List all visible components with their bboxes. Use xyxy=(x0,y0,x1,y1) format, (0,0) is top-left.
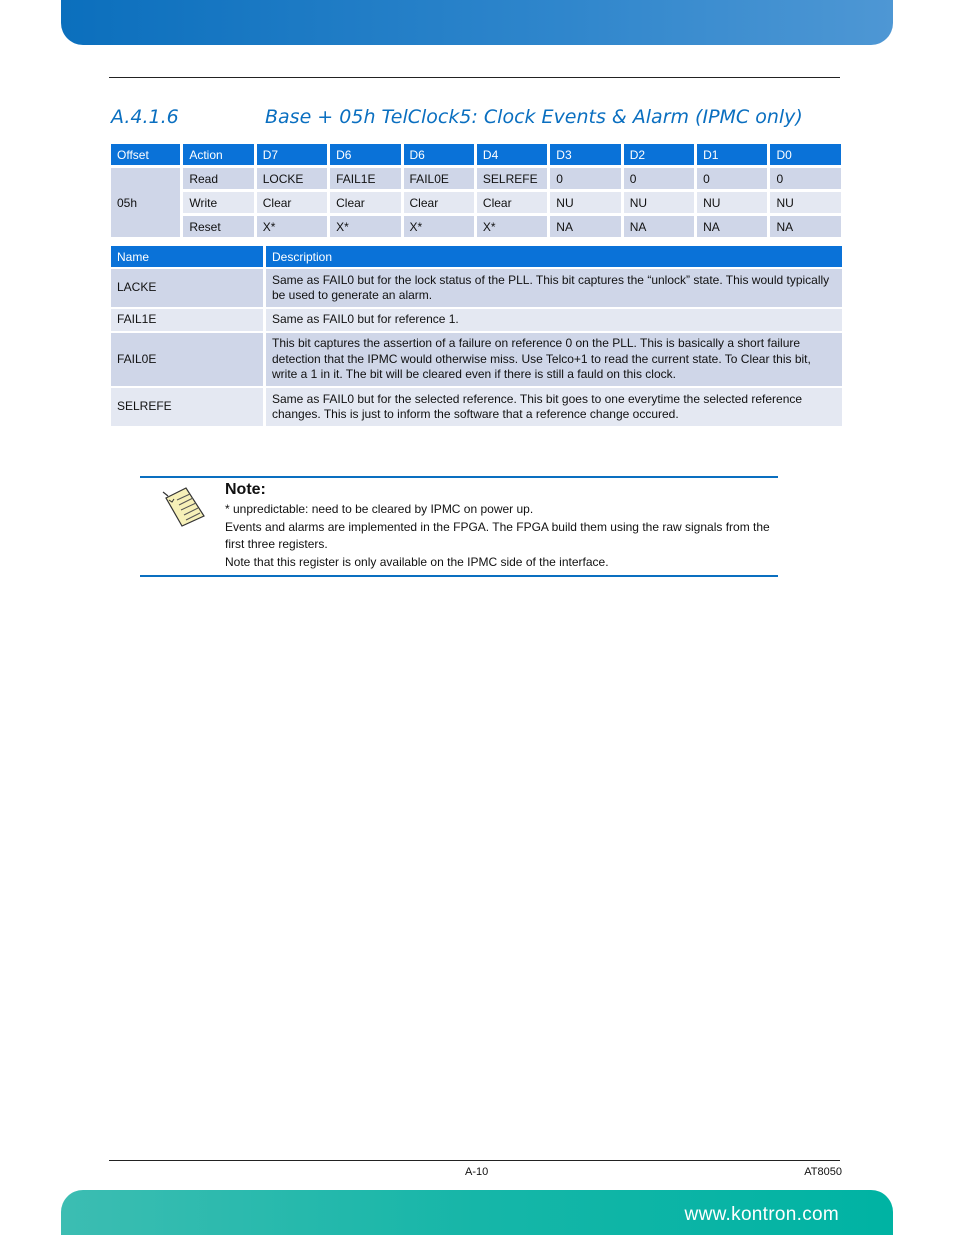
action-cell: Reset xyxy=(183,216,253,237)
bit-cell: NA xyxy=(624,216,694,237)
description-cell: This bit captures the assertion of a failure on reference 0 on the PLL. This is basically a short failure detection that the IPMC would otherwise miss. Use Telco+1 to read the current state. To Clear this bit, write a 1 in it. The bit will be cleared even if there is still a fauld on this clock. xyxy=(266,333,842,386)
name-cell: SELREFE xyxy=(111,388,263,426)
column-header: D6 xyxy=(330,144,400,165)
bit-cell: NU xyxy=(550,192,620,213)
page-number: A-10 xyxy=(465,1166,489,1178)
column-header: D4 xyxy=(477,144,547,165)
column-header: D6 xyxy=(404,144,474,165)
action-cell: Write xyxy=(183,192,253,213)
bit-cell: X* xyxy=(330,216,400,237)
column-header: D3 xyxy=(550,144,620,165)
bit-cell: 0 xyxy=(770,168,841,189)
bit-cell: X* xyxy=(404,216,474,237)
note-paper-icon xyxy=(160,484,208,532)
column-header: Offset xyxy=(111,144,180,165)
bit-cell: Clear xyxy=(477,192,547,213)
column-header: D2 xyxy=(624,144,694,165)
bit-cell: NU xyxy=(770,192,841,213)
bit-cell: NU xyxy=(697,192,767,213)
table-row xyxy=(111,216,841,237)
description-table xyxy=(108,244,845,428)
note-line: Note that this register is only available on the IPMC side of the interface. xyxy=(225,554,609,569)
column-header: D1 xyxy=(697,144,767,165)
note-box xyxy=(140,476,778,577)
name-cell: FAIL0E xyxy=(111,333,263,386)
register-table-header xyxy=(111,144,841,165)
column-header: Action xyxy=(183,144,253,165)
bit-cell: NA xyxy=(550,216,620,237)
bit-cell: SELREFE xyxy=(477,168,547,189)
offset-cell: 05h xyxy=(111,168,180,237)
document-id: AT8050 xyxy=(804,1166,842,1178)
note-line: * unpredictable: need to be cleared by IPMC on power up. xyxy=(225,502,534,516)
description-table-header xyxy=(111,246,842,267)
action-cell: Read xyxy=(183,168,253,189)
note-line: Events and alarms are implemented in the FPGA. The FPGA build them using the raw signals from the first three registers. xyxy=(225,519,770,551)
table-row xyxy=(111,192,841,213)
table-row xyxy=(111,309,842,331)
bit-cell: Clear xyxy=(404,192,474,213)
column-header: D7 xyxy=(257,144,327,165)
column-header: Name xyxy=(111,246,263,267)
table-row xyxy=(111,388,842,426)
bottom-banner xyxy=(61,1190,893,1235)
bit-cell: Clear xyxy=(330,192,400,213)
header-rule xyxy=(109,77,840,78)
description-cell: Same as FAIL0 but for the lock status of the PLL. This bit captures the “unlock” state. This would typically be used to generate an alarm. xyxy=(266,269,842,307)
bit-cell: 0 xyxy=(550,168,620,189)
bit-cell: Clear xyxy=(257,192,327,213)
section-number: A.4.1.6 xyxy=(111,106,179,128)
bit-cell: FAIL1E xyxy=(330,168,400,189)
bit-cell: NU xyxy=(624,192,694,213)
note-body xyxy=(225,501,780,571)
bit-cell: NA xyxy=(697,216,767,237)
name-cell: LACKE xyxy=(111,269,263,307)
column-header: D0 xyxy=(770,144,841,165)
bit-cell: 0 xyxy=(697,168,767,189)
table-row xyxy=(111,168,841,189)
register-table xyxy=(108,141,844,240)
name-cell: FAIL1E xyxy=(111,309,263,331)
table-row xyxy=(111,269,842,307)
bit-cell: FAIL0E xyxy=(404,168,474,189)
footer-rule xyxy=(109,1160,840,1161)
description-cell: Same as FAIL0 but for reference 1. xyxy=(266,309,842,331)
bit-cell: NA xyxy=(770,216,841,237)
description-cell: Same as FAIL0 but for the selected reference. This bit goes to one everytime the selected reference changes. This is just to inform the software that a reference change occured. xyxy=(266,388,842,426)
top-banner xyxy=(61,0,893,45)
website-link[interactable]: www.kontron.com xyxy=(684,1204,839,1225)
column-header: Description xyxy=(266,246,842,267)
section-title: Base + 05h TelClock5: Clock Events & Alarm (IPMC only) xyxy=(265,106,803,128)
bit-cell: 0 xyxy=(624,168,694,189)
note-title: Note: xyxy=(225,481,266,498)
table-row xyxy=(111,333,842,386)
section-heading xyxy=(111,106,831,134)
bit-cell: X* xyxy=(257,216,327,237)
bit-cell: X* xyxy=(477,216,547,237)
bit-cell: LOCKE xyxy=(257,168,327,189)
